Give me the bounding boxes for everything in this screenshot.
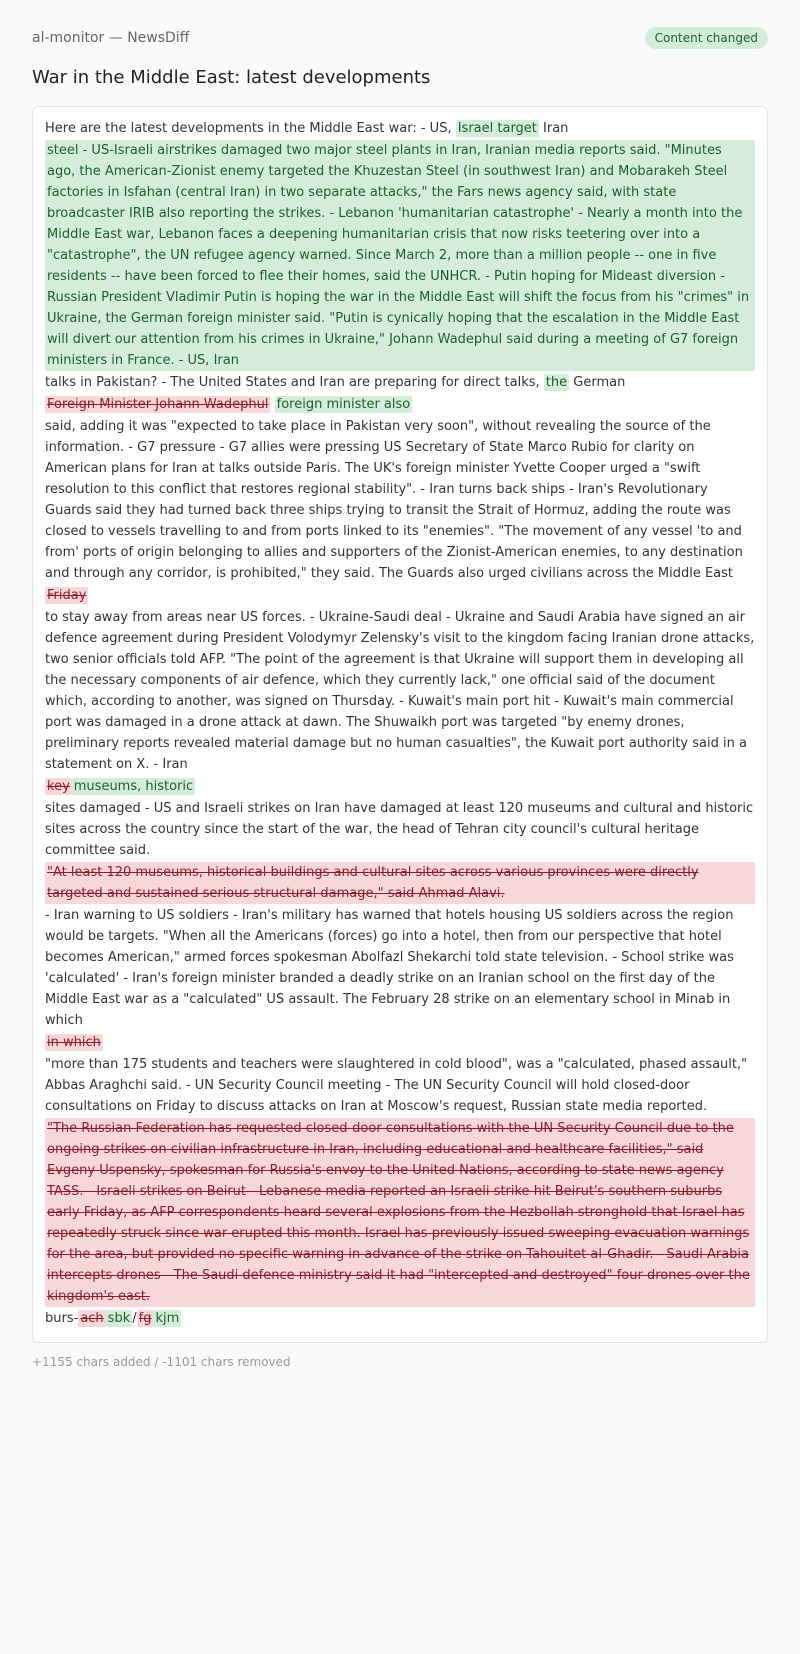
deleted-block: "At least 120 museums, historical buildings and cultural sites across various provinces were directly targeted and sustained serious structural damage," said Ahmad Alavi. (45, 862, 755, 904)
page-title: War in the Middle East: latest developments (32, 67, 431, 88)
inserted-text: Israel target (457, 121, 537, 136)
diff-row (45, 1032, 755, 1053)
unchanged-text: talks in Pakistan? - The United States and Iran are preparing for direct talks, (45, 375, 544, 390)
unchanged-paragraph: sites damaged - US and Israeli strikes on Iran have damaged at least 120 museums and cultural and historic sites across the country since the start of the war, the head of Tehran city council's cultural heritage committee said. (45, 801, 754, 858)
diff-row (45, 372, 755, 393)
inserted-text: foreign minister also (276, 397, 411, 412)
inserted-text: kjm (155, 1311, 180, 1326)
deleted-text: Foreign Minister Johann Wadephul (47, 397, 269, 412)
unchanged-paragraph: - Iran warning to US soldiers - Iran's military has warned that hotels housing US soldiers across the region would be targets. "When all the Americans (forces) go into a hotel, then from our perspective that hotel becomes American," armed forces spokesman Abolfazl Shekarchi told state television. - School strike was 'calculated' - Iran's foreign minister branded a deadly strike on an Iranian school on the first day of the Middle East war as a "calculated" US assault. The February 28 strike on an elementary school in Minab in which (45, 908, 734, 1028)
unchanged-text: / (132, 1311, 137, 1326)
diff-row (45, 776, 755, 797)
unchanged-text: German (569, 375, 626, 390)
inserted-text: the (545, 375, 568, 390)
diff-row (45, 118, 755, 139)
unchanged-text: Here are the latest developments in the Middle East war: - US, (45, 121, 456, 136)
diff-row (45, 1308, 755, 1329)
diff-stats: +1155 chars added / -1101 chars removed (32, 1355, 291, 1369)
deleted-text: Friday (47, 588, 87, 603)
source-label: al-monitor — NewsDiff (32, 30, 190, 46)
deleted-text: fg (138, 1311, 152, 1326)
status-badge: Content changed (645, 27, 768, 49)
unchanged-text: Iran (538, 121, 569, 136)
diff-row (45, 394, 755, 415)
unchanged-paragraph: "more than 175 students and teachers were slaughtered in cold blood", was a "calculated, phased assault," Abbas Araghchi said. - UN Security Council meeting - The UN Security Council will hold closed-door consultations on Friday to discuss attacks on Iran at Moscow's request, Russian state media reported. (45, 1057, 748, 1114)
deleted-text: ach (80, 1311, 104, 1326)
inserted-text: museums, historic (73, 779, 194, 794)
unchanged-paragraph: said, adding it was "expected to take place in Pakistan very soon", without revealing the source of the information. - G7 pressure - G7 allies were pressing US Secretary of State Marco Rubio for clarity on American plans for Iran at talks outside Paris. The UK's foreign minister Yvette Cooper urged a "swift resolution to this conflict that restores regional stability". - Iran turns back ships - Iran's Revolutionary Guards said they had turned back three ships trying to transit the Strait of Hormuz, adding the route was closed to vessels travelling to and from ports linked to its "enemies". "The movement of any vessel 'to and from' ports of origin belonging to allies and supporters of the Zionist-American enemies, to any destination and through any corridor, is prohibited," they said. The Guards also urged civilians across the Middle East (45, 419, 743, 581)
diff-card (32, 106, 768, 1343)
top-bar (32, 24, 768, 52)
inserted-block: steel - US-Israeli airstrikes damaged two major steel plants in Iran, Iranian media reports said. "Minutes ago, the American-Zionist enemy targeted the Khuzestan Steel (in southwest Iran) and Mobarakeh Steel factories in Isfahan (central Iran) in two separate attacks," the Fars news agency said, with state broadcaster IRIB also reporting the strikes. - Lebanon 'humanitarian catastrophe' - Nearly a month into the Middle East war, Lebanon faces a deepening humanitarian crisis that now risks teetering over into a "catastrophe", the UN refugee agency warned. Since March 2, more than a million people -- one in five residents -- have been forced to flee their homes, said the UNHCR. - Putin hoping for Mideast diversion - Russian President Vladimir Putin is hoping the war in the Middle East will shift the focus from his "crimes" in Ukraine, the German foreign minister said. "Putin is cynically hoping that the escalation in the Middle East will divert our attention from his crimes in Ukraine," Johann Wadephul said during a meeting of G7 foreign ministers in France. - US, Iran (45, 140, 755, 371)
deleted-text: in which (47, 1035, 101, 1050)
unchanged-paragraph: to stay away from areas near US forces. - Ukraine-Saudi deal - Ukraine and Saudi Arabia have signed an air defence agreement during President Volodymyr Zelensky's visit to the kingdom facing Iranian drone attacks, two senior officials told AFP. "The point of the agreement is that Ukraine will support them in developing all the necessary components of air defence, which they currently lack," one official said of the document which, according to another, was signed on Thursday. - Kuwait's main port hit - Kuwait's main commercial port was damaged in a drone attack at dawn. The Shuwaikh port was targeted "by enemy drones, preliminary reports revealed material damage but no human casualties", the Kuwait port authority said in a statement on X. - Iran (45, 610, 755, 772)
deleted-block: "The Russian Federation has requested closed-door consultations with the UN Security Council due to the ongoing strikes on civilian infrastructure in Iran, including educational and healthcare facilities," said Evgeny Uspensky, spokesman for Russia's envoy to the United Nations, according to state news agency TASS. - Israeli strikes on Beirut - Lebanese media reported an Israeli strike hit Beirut's southern suburbs early Friday, as AFP correspondents heard several explosions from the Hezbollah stronghold that Israel has repeatedly struck since war erupted this month. Israel has previously issued sweeping evacuation warnings for the area, but provided no specific warning in advance of the strike on Tahouitet al-Ghadir. - Saudi Arabia intercepts drones - The Saudi defence ministry said it had "intercepted and destroyed" four drones over the kingdom's east. (45, 1118, 755, 1307)
unchanged-text: burs- (45, 1311, 79, 1326)
deleted-text: key (47, 779, 70, 794)
diff-row (45, 585, 755, 606)
inserted-text: sbk (107, 1311, 131, 1326)
